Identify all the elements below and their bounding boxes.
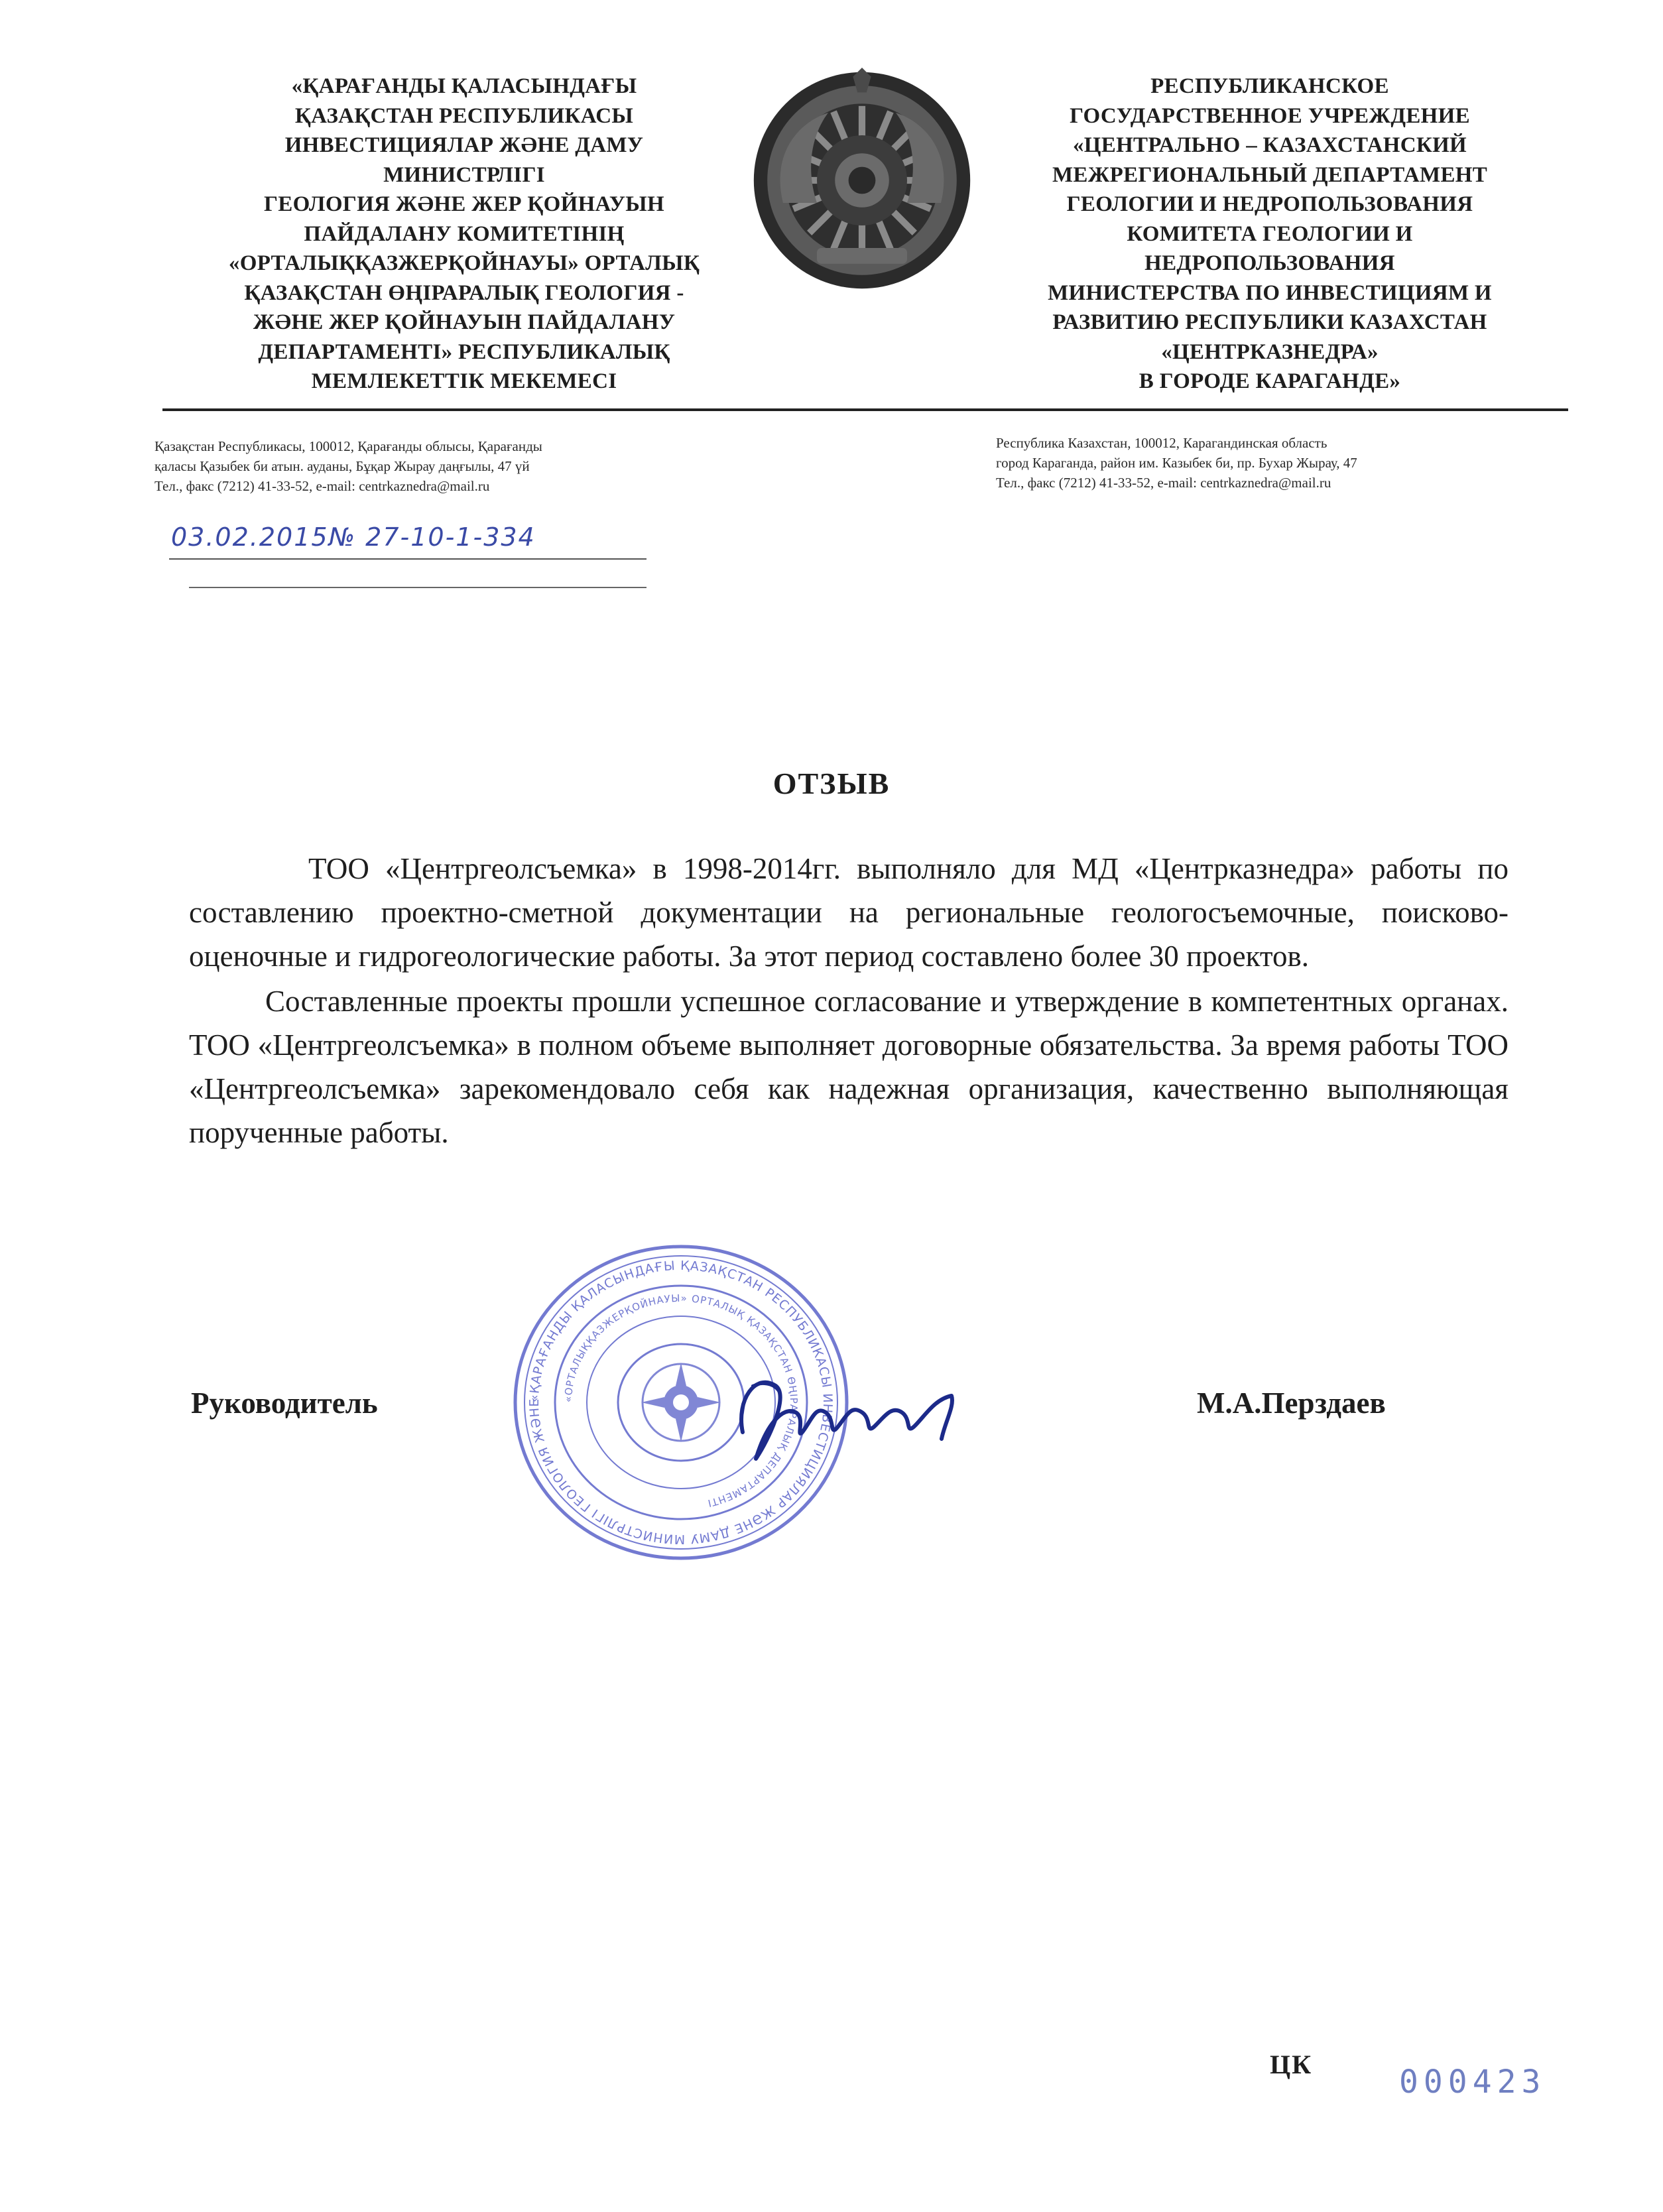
handwritten-signature-icon: [716, 1359, 981, 1465]
header-left-line: ДЕПАРТАМЕНТІ» РЕСПУБЛИКАЛЫҚ: [258, 339, 670, 364]
registration-number: 03.02.2015№ 27-10-1-334: [171, 522, 536, 552]
registration-second-line: [189, 587, 647, 588]
header-right-line: МЕЖРЕГИОНАЛЬНЫЙ ДЕПАРТАМЕНТ: [1052, 162, 1488, 187]
header-right-line: РАЗВИТИЮ РЕСПУБЛИКИ КАЗАХСТАН: [1052, 310, 1487, 334]
header-right-line: «ЦЕНТРАЛЬНО – КАЗАХСТАНСКИЙ: [1072, 133, 1467, 157]
header-right-line: НЕДРОПОЛЬЗОВАНИЯ: [1144, 251, 1395, 275]
header-left-line: МИНИСТРЛІГІ: [383, 162, 545, 187]
header-left-line: ЖӘНЕ ЖЕР ҚОЙНАУЫН ПАЙДАЛАНУ: [253, 310, 676, 334]
header-left-line: ПАЙДАЛАНУ КОМИТЕТІНІҢ: [304, 221, 625, 246]
address-right-line: Республика Казахстан, 100012, Карагандинская область: [996, 435, 1327, 451]
serial-number: 000423: [1399, 2063, 1546, 2101]
address-right-line: город Караганда, район им. Казыбек би, пр. Бухар Жырау, 47: [996, 455, 1357, 471]
address-left-line: Тел., факс (7212) 41-33-52, e-mail: centrkaznedra@mail.ru: [154, 478, 490, 494]
stamp-outer-text: «ҚАРАҒАНДЫ ҚАЛАСЫНДАҒЫ ҚАЗАҚСТАН РЕСПУБЛИКАСЫ ИНВЕСТИЦИЯЛАР ЖӘНЕ ДАМУ МИНИСТРЛІГІ ГЕОЛОГИЯ ЖӘНЕ: [526, 1258, 835, 1547]
state-emblem-icon: [749, 68, 975, 293]
address-left-line: Қазақстан Республикасы, 100012, Қарағанды облысы, Қарағанды: [154, 438, 542, 454]
stamp-inner-text: «ОРТАЛЫҚҚАЗЖЕРҚОЙНАУЫ» ОРТАЛЫҚ ҚАЗАҚСТАН ӨҢІРАРАЛЫҚ ДЕПАРТАМЕНТІ: [562, 1292, 800, 1510]
header-left-line: ИНВЕСТИЦИЯЛАР ЖӘНЕ ДАМУ: [284, 133, 644, 157]
header-right-line: ГЕОЛОГИИ И НЕДРОПОЛЬЗОВАНИЯ: [1066, 192, 1473, 216]
body-paragraph: ТОО «Центргеолсъемка» в 1998-2014гг. выполняло для МД «Центрказнедра» работы по составлению проектно-сметной документации на региональные геологосъемочные, поисково-оценочные и гидрогеологические работы. За этот период составлено более 30 проектов.: [189, 852, 1509, 973]
header-right-line: КОМИТЕТА ГЕОЛОГИИ И: [1127, 221, 1413, 246]
header-left-line: ҚАЗАҚСТАН ӨҢІРАРАЛЫҚ ГЕОЛОГИЯ -: [244, 280, 684, 305]
header-right-line: ГОСУДАРСТВЕННОЕ УЧРЕЖДЕНИЕ: [1070, 103, 1470, 128]
header-left-kazakh: [166, 72, 763, 397]
body-paragraph: Составленные проекты прошли успешное согласование и утверждение в компетентных органах. ТОО «Центргеолсъемка» в полном объеме выполняет договорные обязательства. За время работы ТОО «Центргеолсъемка» зарекомендовало себя как надежная организация, качественно выполняющая порученные работы.: [189, 985, 1509, 1149]
document-title: ОТЗЫВ: [772, 767, 891, 800]
header-left-line: «ҚАРАҒАНДЫ ҚАЛАСЫНДАҒЫ: [291, 74, 637, 98]
header-left-line: «ОРТАЛЫҚҚАЗЖЕРҚОЙНАУЫ» ОРТАЛЫҚ: [228, 251, 700, 275]
address-left-kazakh: [154, 436, 791, 496]
header-left-line: ҚАЗАҚСТАН РЕСПУБЛИКАСЫ: [294, 103, 634, 128]
registration-underline: [169, 558, 647, 560]
header-divider: [162, 408, 1568, 411]
header-right-russian: [998, 72, 1542, 397]
header-left-line: МЕМЛЕКЕТТІК МЕКЕМЕСІ: [311, 369, 617, 393]
header-right-line: МИНИСТЕРСТВА ПО ИНВЕСТИЦИЯМ И: [1048, 280, 1492, 305]
header-right-line: «ЦЕНТРКАЗНЕДРА»: [1161, 339, 1379, 364]
footer-code: ЦК: [1270, 2050, 1313, 2079]
address-left-line: қаласы Қазыбек би атын. ауданы, Бұқар Жырау даңғылы, 47 үй: [154, 458, 530, 474]
address-right-line: Тел., факс (7212) 41-33-52, e-mail: centrkaznedra@mail.ru: [996, 475, 1331, 491]
header-right-line: РЕСПУБЛИКАНСКОЕ: [1150, 74, 1389, 98]
document-body: [189, 847, 1509, 1154]
header-left-line: ГЕОЛОГИЯ ЖӘНЕ ЖЕР ҚОЙНАУЫН: [264, 192, 664, 216]
signatory-name: М.А.Перздаев: [1197, 1386, 1386, 1420]
header-right-line: В ГОРОДЕ КАРАГАНДЕ»: [1139, 369, 1401, 393]
address-right-russian: [996, 433, 1593, 493]
signatory-role: Руководитель: [191, 1386, 378, 1420]
